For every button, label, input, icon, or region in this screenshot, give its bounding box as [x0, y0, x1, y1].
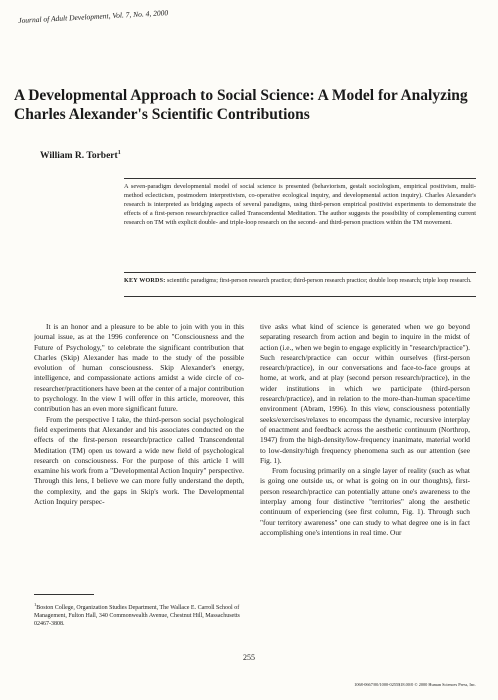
body-right-column	[260, 322, 470, 680]
body-paragraph: From focusing primarily on a single layer of reality (such as what is going one outside us, or what is going on in our thoughts), first-person research/practice can potentially attune one's awareness to the interplay among four distinctive "territories" along the aesthetic continuum of experiencing (see first column, Fig. 1). Through such "four territory awareness" one can study to what degree one is in fact accomplishing one's intentions in real time. Our	[260, 466, 470, 537]
body-paragraph: From the perspective I take, the third-person social psychological field experiments that Alexander and his associates conducted on the effects of the first-person research/practice called Transcendental Meditation (TM) open us toward a wide new field of psychological research on consciousness. For the purpose of this article I will examine his work from a "Developmental Action Inquiry" perspective. Through this lens, I believe we can more fully understand the depth, the complexity, and the gaps in Skip's work. The Developmental Action Inquiry perspec-	[34, 414, 244, 507]
copyright-line: 1068-0667/00/1000-0255$18.00/0 © 2000 Human Sciences Press, Inc.	[354, 682, 476, 687]
author-line	[40, 150, 121, 161]
abstract-bottom-rule	[124, 272, 476, 273]
body-left-column	[34, 322, 244, 585]
keywords-label: KEY WORDS:	[124, 278, 166, 284]
keywords-bottom-rule	[124, 296, 476, 297]
author-name: William R. Torbert	[40, 151, 118, 162]
keywords-text: scientific paradigms; first-person research practice; third-person research practice; double loop research; triple loop research.	[166, 278, 472, 284]
page-number: 255	[243, 653, 255, 662]
abstract: A seven-paradigm developmental model of social science is presented (behaviorism, gestalt sociologism, empirical positivism, multi-method eclecticism, postmodern interpretivism, co-operative ecological inquiry, and developmental action inquiry). Charles Alexander's research is interpreted as bridging aspects of several paradigms, using third-person empirical positivist experiments to demonstrate the effects of a first-person research/practice called Transcendental Meditation. The author suggests the possibility of complementing current research on TM with explicit double- and triple-loop research on the second- and third-person practices within the TM movement.	[124, 183, 476, 226]
keywords	[124, 277, 476, 285]
footnote-mark: 1	[34, 602, 37, 607]
footnote-rule	[34, 594, 94, 595]
body-paragraph: tive asks what kind of science is generated when we go beyond separating research from action and begin to inquire in the midst of action (i.e., when we begin to engage explicitly in "research/practice"). Such research/practice can occur within ourselves (first-person research/practice), in our conversations and face-to-face groups at home, at work, and at play (second person research/practice), in the wider institutions in which we participate (third-person research/practice), and in relation to the more-than-human space/time environment (Abram, 1996). In this view, consciousness potentially seeks/exercises/relaxes to encompass the dynamic, recursive interplay of enactment and feedback across the aesthetic continuum (Northrop, 1947) from the high-density/low-frequency inanimate, material world to low-density/high frequency phenomena such as our attention (see Fig. 1).	[260, 322, 470, 465]
footnote-text: Boston College, Organization Studies Department, The Wallace E. Carroll School of Management, Fulton Hall, 340 Commonwealth Avenue, Chestnut Hill, Massachusetts 02467-3808.	[34, 605, 240, 627]
body-paragraph: It is an honor and a pleasure to be able to join with you in this journal issue, as at the 1996 conference on "Consciousness and the Future of Psychology," to celebrate the significant contribution that Charles (Skip) Alexander has made to the study of the possible evolution of human consciousness. Skip Alexander's energy, intelligence, and compassionate actions amidst a wide circle of co-researcher/practitioners have been at the center of a major contribution to psychology. In the view I will offer in this article, moreover, this contribution has an even more significant future.	[34, 322, 244, 414]
author-footnote-mark: 1	[117, 150, 121, 156]
journal-header: Journal of Adult Development, Vol. 7, No. 4, 2000	[18, 8, 169, 25]
affiliation-footnote	[34, 601, 248, 629]
abstract-top-rule	[124, 178, 476, 179]
article-title: A Developmental Approach to Social Science: A Model for Analyzing Charles Alexander's Scientific Contributions	[14, 87, 468, 123]
